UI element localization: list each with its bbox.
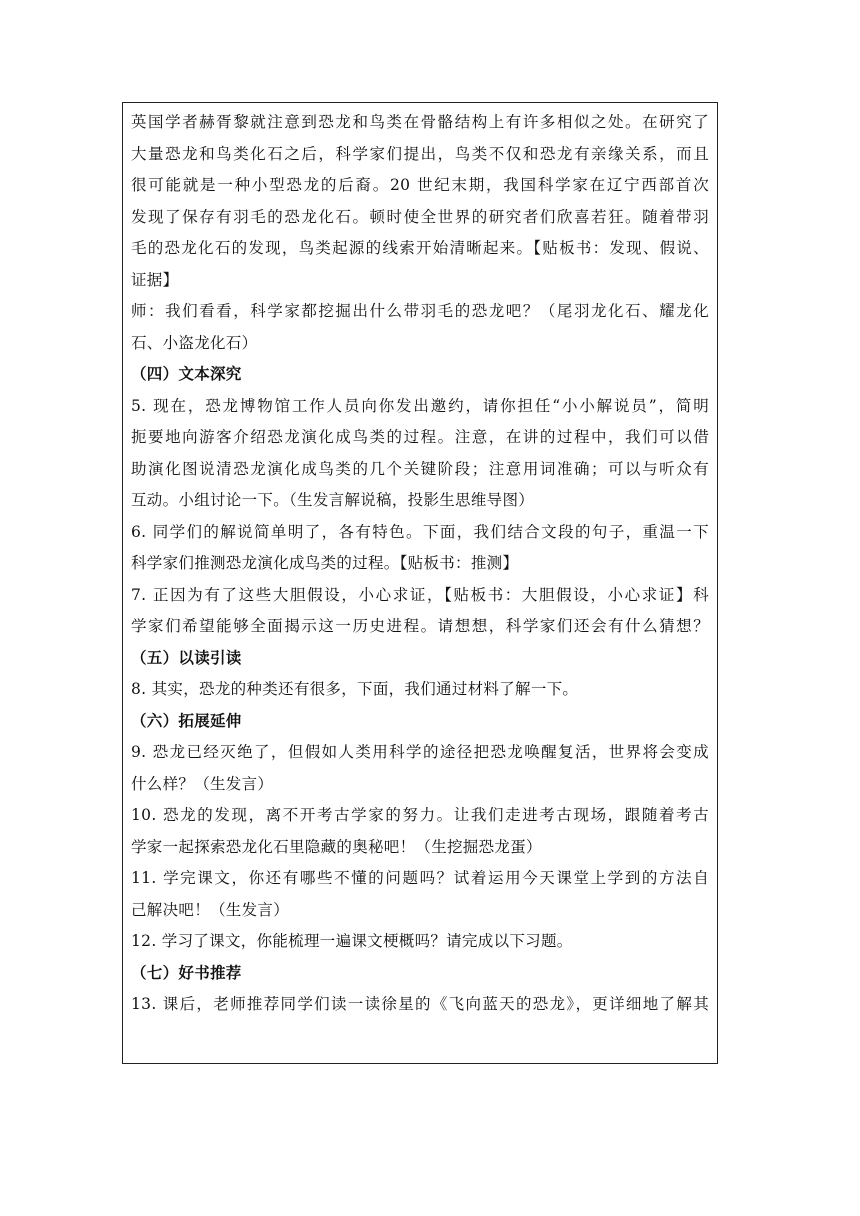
text-line: 学家一起探索恐龙化石里隐藏的奥秘吧！（生挖掘恐龙蛋） — [131, 837, 542, 856]
text-line: 互动。小组讨论一下。（生发言解说稿，投影生思维导图） — [131, 491, 535, 509]
section-heading: （六）拓展延伸 — [131, 711, 242, 730]
text-line: 扼要地向游客介绍恐龙演化成鸟类的过程。注意，在讲的过程中，我们可以借 — [131, 428, 709, 446]
text-line: 10. 恐龙的发现，离不开考古学家的努力。让我们走进考古现场，跟随着考古 — [131, 806, 709, 824]
text-line: 英国学者赫胥黎就注意到恐龙和鸟类在骨骼结构上有许多相似之处。在研究了 — [131, 113, 709, 131]
text-line: 11. 学完课文，你还有哪些不懂的问题吗？试着运用今天课堂上学到的方法自 — [131, 869, 709, 887]
text-line: 证据】 — [131, 270, 179, 289]
text-line: 12. 学习了课文，你能梳理一遍课文梗概吗？请完成以下习题。 — [131, 932, 573, 950]
text-line: 5. 现在，恐龙博物馆工作人员向你发出邀约，请你担任“小小解说员”，简明 — [131, 396, 709, 415]
text-line: 大量恐龙和鸟类化石之后，科学家们提出，鸟类不仅和恐龙有亲缘关系，而且 — [131, 144, 709, 163]
lesson-plan-table-cell — [122, 102, 718, 1064]
text-line: 石、小盗龙化石） — [131, 333, 258, 352]
text-line: 6. 同学们的解说简单明了，各有特色。下面，我们结合文段的句子，重温一下 — [131, 522, 709, 541]
text-line: 9. 恐龙已经灭绝了，但假如人类用科学的途径把恐龙唤醒复活，世界将会变成 — [131, 743, 709, 761]
section-heading: （五）以读引读 — [131, 648, 242, 667]
text-line: 毛的恐龙化石的发现，鸟类起源的线索开始清晰起来。【贴板书：发现、假说、 — [131, 239, 709, 257]
text-line: 发现了保存有羽毛的恐龙化石。顿时使全世界的研究者们欣喜若狂。随着带羽 — [131, 207, 709, 226]
text-line: 13. 课后，老师推荐同学们读一读徐星的《飞向蓝天的恐龙》，更详细地了解其 — [131, 995, 709, 1013]
text-line: 什么样？（生发言） — [131, 774, 274, 793]
text-line: 科学家们推测恐龙演化成鸟类的过程。【贴板书：推测】 — [131, 554, 519, 572]
text-line: 很可能就是一种小型恐龙的后裔。20 世纪末期，我国科学家在辽宁西部首次 — [131, 176, 709, 194]
text-line: 8. 其实，恐龙的种类还有很多，下面，我们通过材料了解一下。 — [131, 680, 579, 698]
text-line: 师：我们看看，科学家都挖掘出什么带羽毛的恐龙吧？（尾羽龙化石、耀龙化 — [131, 302, 709, 320]
section-heading: （七）好书推荐 — [131, 963, 242, 982]
text-line: 7. 正因为有了这些大胆假设，小心求证，【贴板书：大胆假设，小心求证】科 — [131, 585, 709, 604]
section-heading: （四）文本深究 — [131, 365, 242, 383]
text-line: 己解决吧！（生发言） — [131, 900, 290, 919]
text-line: 学家们希望能够全面揭示这一历史进程。请想想，科学家们还会有什么猜想？ — [131, 617, 709, 635]
text-line: 助演化图说清恐龙演化成鸟类的几个关键阶段；注意用词准确；可以与听众有 — [131, 459, 709, 478]
